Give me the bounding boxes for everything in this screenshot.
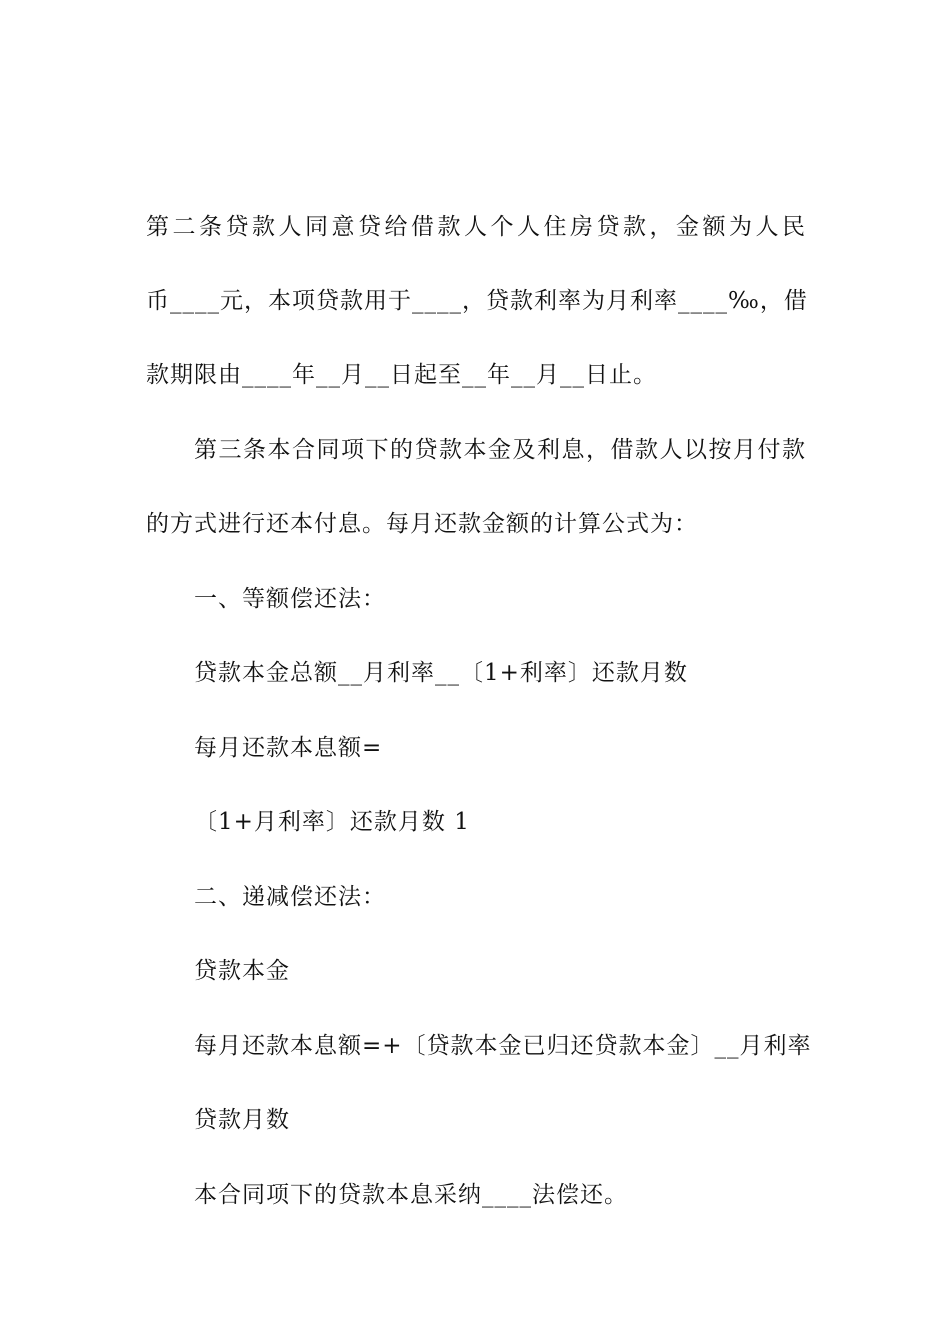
method-1-formula-denominator: 〔1+月利率〕还款月数 1: [194, 809, 470, 835]
clause-2-line-1: 第二条贷款人同意贷给借款人个人住房贷款，金额为人民: [146, 214, 806, 240]
method-2-formula-main: 每月还款本息额=+〔贷款本金已归还贷款本金〕__月利率: [194, 1033, 812, 1059]
method-1-heading: 一、等额偿还法：: [194, 586, 386, 612]
method-2-formula-numerator: 贷款本金: [194, 958, 290, 984]
clause-2-line-3: 款期限由____年__月__日起至__年__月__日止。: [146, 362, 657, 388]
method-1-formula-label: 每月还款本息额=: [194, 735, 383, 761]
method-2-heading: 二、递减偿还法：: [194, 884, 386, 910]
method-1-formula-numerator: 贷款本金总额__月利率__〔1+利率〕还款月数: [194, 660, 688, 686]
clause-2-line-2: 币____元，本项贷款用于____，贷款利率为月利率____‰，借: [146, 288, 808, 314]
clause-3-line-2: 的方式进行还本付息。每月还款金额的计算公式为：: [146, 511, 698, 537]
repayment-method-line: 本合同项下的贷款本息采纳____法偿还。: [194, 1182, 628, 1208]
clause-3-line-1: 第三条本合同项下的贷款本金及利息，借款人以按月付款: [194, 437, 806, 463]
method-2-formula-denominator: 贷款月数: [194, 1107, 290, 1133]
